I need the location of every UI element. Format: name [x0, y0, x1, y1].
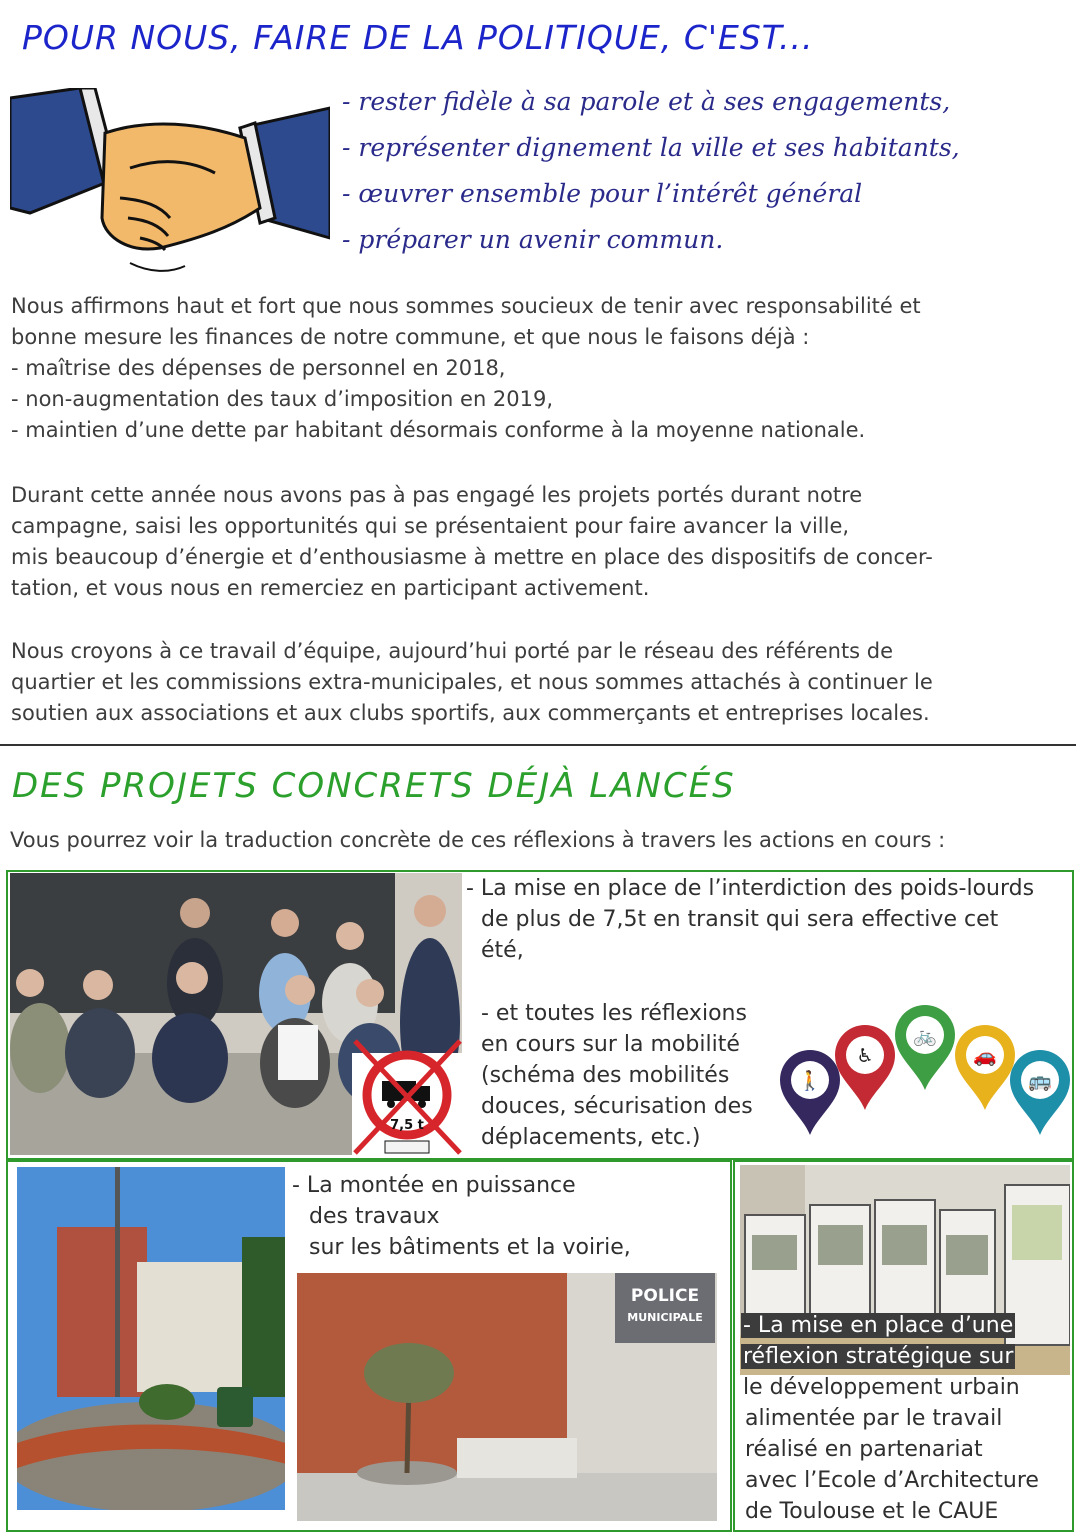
- bicycle-icon: 🚲: [913, 1025, 937, 1047]
- trees: [242, 1237, 285, 1397]
- text-line: de plus de 7,5t en transit qui sera effective cet: [481, 907, 999, 932]
- olive-tree: [364, 1343, 454, 1403]
- text-line: (schéma des mobilités: [481, 1063, 730, 1088]
- paragraph-line: - non-augmentation des taux d’imposition en 2019,: [11, 387, 554, 411]
- person-head: [180, 898, 210, 928]
- highlighted-line: réflexion stratégique sur: [743, 1344, 1014, 1369]
- text-line: - La montée en puissance: [292, 1173, 576, 1198]
- paragraph-line: campagne, saisi les opportunités qui se présentaient pour faire avancer la ville,: [11, 514, 850, 538]
- police-sign-line: POLICE: [630, 1286, 700, 1306]
- person-head: [176, 962, 208, 994]
- plan: [1012, 1205, 1062, 1260]
- commitment-item: - rester fidèle à sa parole et à ses engagements,: [342, 87, 951, 116]
- works-text: [292, 1170, 631, 1263]
- trucks-text: [466, 873, 1034, 966]
- mobility-pins: [780, 1000, 1070, 1140]
- plant: [139, 1384, 195, 1420]
- lamp-post: [115, 1167, 120, 1397]
- plan: [946, 1235, 988, 1275]
- brick-building: [57, 1227, 147, 1397]
- map-pin: [1010, 1050, 1070, 1135]
- motion-line: [130, 263, 185, 271]
- campaign-paragraph: [11, 480, 1071, 604]
- highlighted-line: - La mise en place d’une: [743, 1313, 1014, 1338]
- bin: [217, 1387, 253, 1427]
- finances-paragraph: [11, 291, 1071, 446]
- car-icon: 🚗: [973, 1045, 997, 1067]
- paragraph-line: mis beaucoup d’énergie et d’enthousiasme à mettre en place des dispositifs de concer-: [11, 545, 933, 569]
- text-line: réalisé en partenariat: [745, 1437, 983, 1462]
- police-sign: [615, 1273, 715, 1343]
- no-trucks-sign: [352, 1041, 462, 1155]
- paragraph-line: Durant cette année nous avons pas à pas engagé les projets portés durant notre: [11, 483, 863, 507]
- section-intro: Vous pourrez voir la traduction concrète de ces réflexions à travers les actions en cours :: [10, 828, 946, 852]
- pedestrian-icon: 🚶: [798, 1070, 822, 1092]
- text-line: été,: [481, 938, 524, 963]
- text-line: - et toutes les réflexions: [481, 1001, 747, 1026]
- person-head: [414, 895, 446, 927]
- bus-icon: 🚌: [1028, 1070, 1052, 1092]
- paragraph-line: bonne mesure les finances de notre commune, et que nous le faisons déjà :: [11, 325, 810, 349]
- paragraph-line: soutien aux associations et aux clubs sportifs, aux commerçants et entreprises locales.: [11, 701, 930, 725]
- section-title: DES PROJETS CONCRETS DÉJÀ LANCÉS: [12, 766, 736, 806]
- map-pin: [780, 1050, 840, 1135]
- page-title: POUR NOUS, FAIRE DE LA POLITIQUE, C'EST...: [22, 18, 814, 57]
- person-head: [285, 975, 315, 1005]
- paragraph-line: tation, et vous nous en remerciez en participant activement.: [11, 576, 650, 600]
- text-line: - La mise en place de l’interdiction des poids-lourds: [466, 876, 1035, 901]
- urban-text: [741, 1310, 1039, 1527]
- section-divider: [0, 744, 1076, 746]
- plan: [818, 1225, 863, 1265]
- commitment-item: - œuvrer ensemble pour l’intérêt général: [342, 179, 863, 208]
- house: [137, 1262, 247, 1392]
- document: [278, 1025, 318, 1080]
- wheelchair-icon: ♿: [856, 1045, 874, 1067]
- meeting-photo: [10, 873, 462, 1155]
- text-line: en cours sur la mobilité: [481, 1032, 740, 1057]
- steps: [457, 1438, 577, 1478]
- commitment-item: - représenter dignement la ville et ses habitants,: [342, 133, 960, 162]
- mobility-text: [481, 998, 753, 1153]
- text-line: avec l’Ecole d’Architecture: [745, 1468, 1039, 1493]
- text-line: des travaux: [309, 1204, 440, 1229]
- hands: [102, 124, 260, 249]
- person-head: [271, 909, 299, 937]
- police-sign-line: MUNICIPALE: [627, 1311, 703, 1324]
- weight-label: 7,5 t: [390, 1118, 424, 1133]
- person-head: [83, 970, 113, 1000]
- handshake-illustration: [10, 88, 330, 278]
- truck-wheel: [387, 1100, 395, 1108]
- person-head: [16, 969, 44, 997]
- ground: [297, 1473, 717, 1521]
- police-building-photo: [297, 1273, 717, 1521]
- plan: [752, 1235, 797, 1270]
- text-line: douces, sécurisation des: [481, 1094, 753, 1119]
- paragraph-line: - maintien d’une dette par habitant désormais conforme à la moyenne nationale.: [11, 418, 866, 442]
- commitments-list: [342, 86, 960, 270]
- paragraph-line: Nous croyons à ce travail d’équipe, aujourd’hui porté par le réseau des référents de: [11, 639, 894, 663]
- map-pin: [955, 1025, 1015, 1110]
- person: [152, 1013, 228, 1103]
- person: [10, 1003, 70, 1093]
- roundabout-photo: [17, 1167, 285, 1510]
- map-pin: [835, 1025, 895, 1110]
- paragraph-line: quartier et les commissions extra-municipales, et nous sommes attachés à continuer le: [11, 670, 933, 694]
- text-line: alimentée par le travail: [745, 1406, 1003, 1431]
- weight-plate: [385, 1141, 429, 1153]
- text-line: de Toulouse et le CAUE: [745, 1499, 999, 1524]
- person-head: [356, 979, 384, 1007]
- plan: [882, 1225, 927, 1265]
- text-line: le développement urbain: [743, 1375, 1020, 1400]
- person-head: [336, 922, 364, 950]
- paragraph-line: Nous affirmons haut et fort que nous sommes soucieux de tenir avec responsabilité et: [11, 294, 921, 318]
- commitment-item: - préparer un avenir commun.: [342, 225, 724, 254]
- person: [65, 1008, 135, 1098]
- text-line: sur les bâtiments et la voirie,: [309, 1235, 631, 1260]
- text-line: déplacements, etc.): [481, 1125, 701, 1150]
- teamwork-paragraph: [11, 636, 1071, 729]
- paragraph-line: - maîtrise des dépenses de personnel en 2018,: [11, 356, 506, 380]
- map-pin: [895, 1005, 955, 1090]
